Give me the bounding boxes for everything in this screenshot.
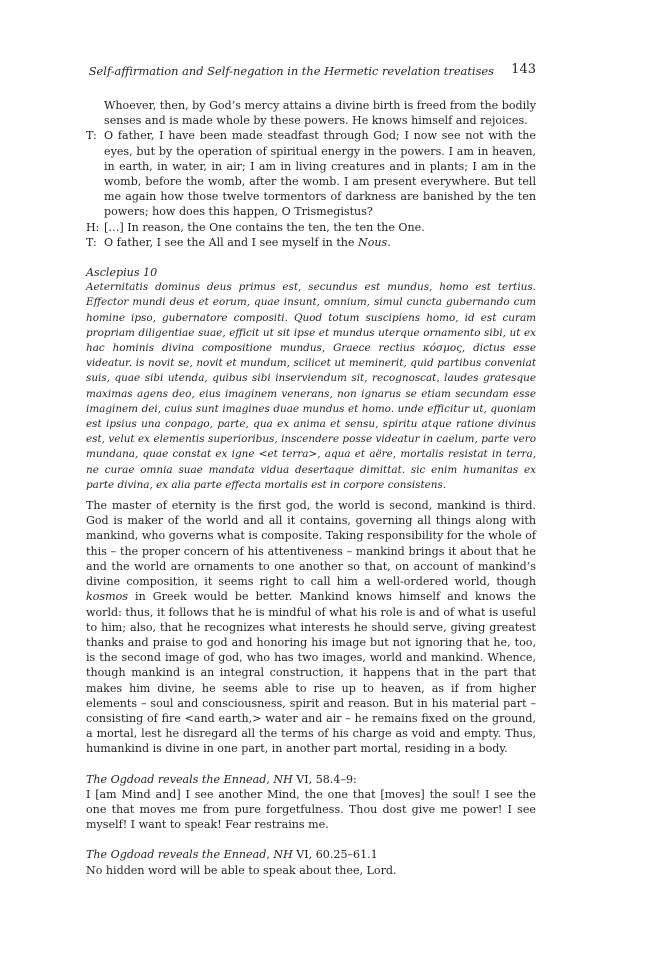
ogdoad-citation-1: The Ogdoad reveals the Ennead, NH VI, 58.4–9: — [86, 772, 357, 786]
ogdoad-text-2: No hidden word will be able to speak about thee, Lord. — [86, 863, 397, 877]
speaker-label: T: — [86, 129, 97, 143]
page-number: 143 — [511, 62, 536, 77]
dialogue-line — [86, 220, 536, 235]
intro-paragraph: Whoever, then, by God’s mercy attains a divine birth is freed from the bodily senses and is made whole by these powers. He knows himself and rejoices. — [104, 99, 536, 128]
ogdoad-text-1: I [am Mind and] I see another Mind, the one that [moves] the soul! I see the one that moves me from pure forgetfulness. Thou dost give me power! I see myself! I want to speak! Fear restrains me. — [86, 787, 536, 832]
ogdoad-citation-2: The Ogdoad reveals the Ennead, NH VI, 60.25–61.1 — [86, 848, 378, 862]
dialogue-text: […] In reason, the One contains the ten, the ten the One. — [104, 220, 425, 234]
translation-paragraph: The master of eternity is the first god, the world is second, mankind is third. God is maker of the world and all it contains, governing all things along with mankind, who governs what is composite. Taking responsibility for the whole of this – the proper concern of his attentiveness – mankind brings it about that he and the world are ornaments to one another so that, on account of mankind’s divine composition, it seems right to call him a well-ordered world, though kosmos in Greek would be better. Mankind knows himself and knows the world: thus, it follows that he is mindful of what his role is and of what is useful to him; also, that he recognizes what interests he should serve, giving greatest thanks and praise to god and honoring his image but not ignoring that he, too, is the second image of god, who has two images, world and mankind. Whence, though mankind is an integral construction, it happens that in the part that makes him divine, he seems able to rise up to heaven, as if from higher elements – soul and consciousness, spirit and reason. But in his material part – consisting of fire <and earth,> water and air – he remains fixed on the ground, a mortal, lest he disregard all the terms of his charge as void and empty. Thus, humankind is divine in one part, in another part mortal, residing in a body. — [86, 499, 536, 756]
latin-passage: Aeternitatis dominus deus primus est, secundus est mundus, homo est tertius. Effector mundi deus et eorum, quae insunt, omnium, simul cuncta gubernando cum homine ipso, gubernatore compositi. Quod totum suscipiens homo, id est curam propriam diligentiae suae, efficit ut sit ipse et mundus uterque ornamento sibi, ut ex hac hominis divina compositione mundus, Graece rectius κόσμος, dictus esse videatur. is novit se, novit et mundum, scilicet ut meminerit, quid partibus conveniat suis, quae sibi utenda, quibus sibi inserviendum sit, recognoscat, laudes gratesque maximas agens deo, eius imaginem venerans, non ignarus se etiam secundam esse imaginem dei, cuius sunt imagines duae mundus et homo. unde efficitur ut, quoniam est ipsius una conpago, parte, qua ex anima et sensu, spiritu atque ratione divinus est, velut ex elementis superioribus, inscendere posse videatur in caelum, parte vero mundana, quae constat ex igne <et terra>, aqua et aëre, mortalis resistat in terra, ne curae omnia suae mandata vidua desertaque dimittat. sic enim humanitas ex parte divina, ex alia parte effecta mortalis est in corpore consistens. — [86, 281, 536, 491]
dialogue-text: O father, I have been made steadfast through God; I now see not with the eyes, but by the operation of spiritual energy in the powers. I am in heaven, in earth, in water, in air; I am in living creatures and in plants; I am in the womb, before the womb, after the womb. I am present everywhere. But tell me again how those twelve tormentors of darkness are banished by the ten powers; how does this happen, O Trismegistus? — [104, 129, 536, 219]
emphasis: kosmos — [86, 590, 128, 604]
dialogue-line — [86, 235, 536, 250]
speaker-label: H: — [86, 220, 100, 234]
asclepius-source: Asclepius 10 — [86, 266, 158, 280]
speaker-label: T: — [86, 235, 97, 249]
dialogue-line — [86, 128, 536, 219]
emphasis: Nous — [358, 235, 388, 249]
dialogue-text: O father, I see the All and I see myself in the Nous. — [104, 235, 391, 249]
running-title: Self-affirmation and Self-negation in the Hermetic revelation treatises — [88, 64, 494, 78]
page-body — [86, 98, 536, 878]
